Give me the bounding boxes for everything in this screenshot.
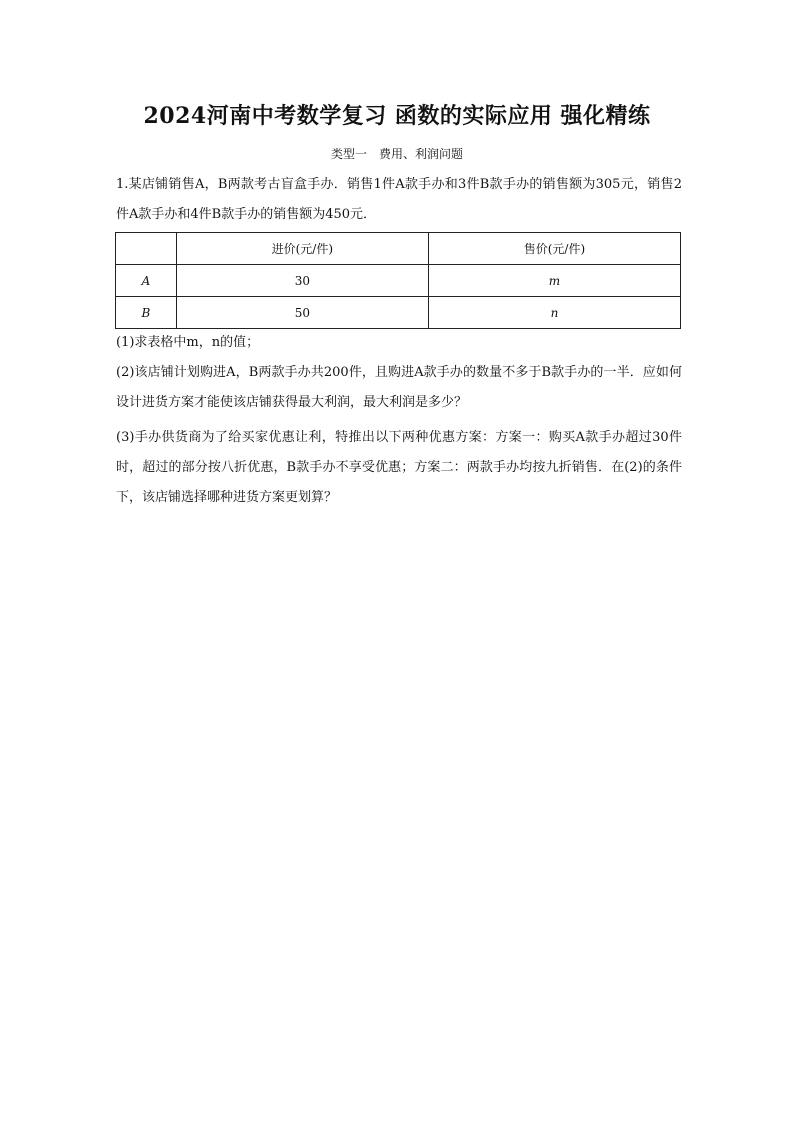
table-cell: 30 — [176, 265, 428, 297]
question-1: (1)求表格中m，n的值； — [116, 335, 260, 350]
problem-intro: 1.某店铺销售A，B两款考古盲盒手办．销售1件A款手办和3件B款手办的销售额为305元，销售2件A款手办和4件B款手办的销售额为450元． — [116, 177, 682, 222]
section-heading: 类型一 费用、利润问题 — [330, 147, 463, 161]
document-title: 2024河南中考数学复习 函数的实际应用 强化精练 — [143, 103, 651, 129]
table-cell: A — [116, 265, 177, 297]
table-cell: 50 — [176, 297, 428, 329]
table-header-cell — [116, 233, 177, 265]
question-3: (3)手办供货商为了给买家优惠让利，特推出以下两种优惠方案：方案一：购买A款手办超过30件时，超过的部分按八折优惠，B款手办不享受优惠；方案二：两款手办均按九折销售．在(2)的条件下，该店铺选择哪种进货方案更划算？ — [116, 430, 682, 505]
table-cell: n — [428, 297, 680, 329]
question-2: (2)该店铺计划购进A，B两款手办共200件，且购进A款手办的数量不多于B款手办的一半．应如何设计进货方案才能使该店铺获得最大利润，最大利润是多少？ — [116, 365, 682, 410]
table-header-row — [116, 233, 681, 265]
table-cell: B — [116, 297, 177, 329]
price-table — [115, 232, 681, 329]
table-header-cell: 售价(元/件) — [428, 233, 680, 265]
table-row — [116, 265, 681, 297]
table-header-cell: 进价(元/件) — [176, 233, 428, 265]
table-row — [116, 297, 681, 329]
table-cell: m — [428, 265, 680, 297]
